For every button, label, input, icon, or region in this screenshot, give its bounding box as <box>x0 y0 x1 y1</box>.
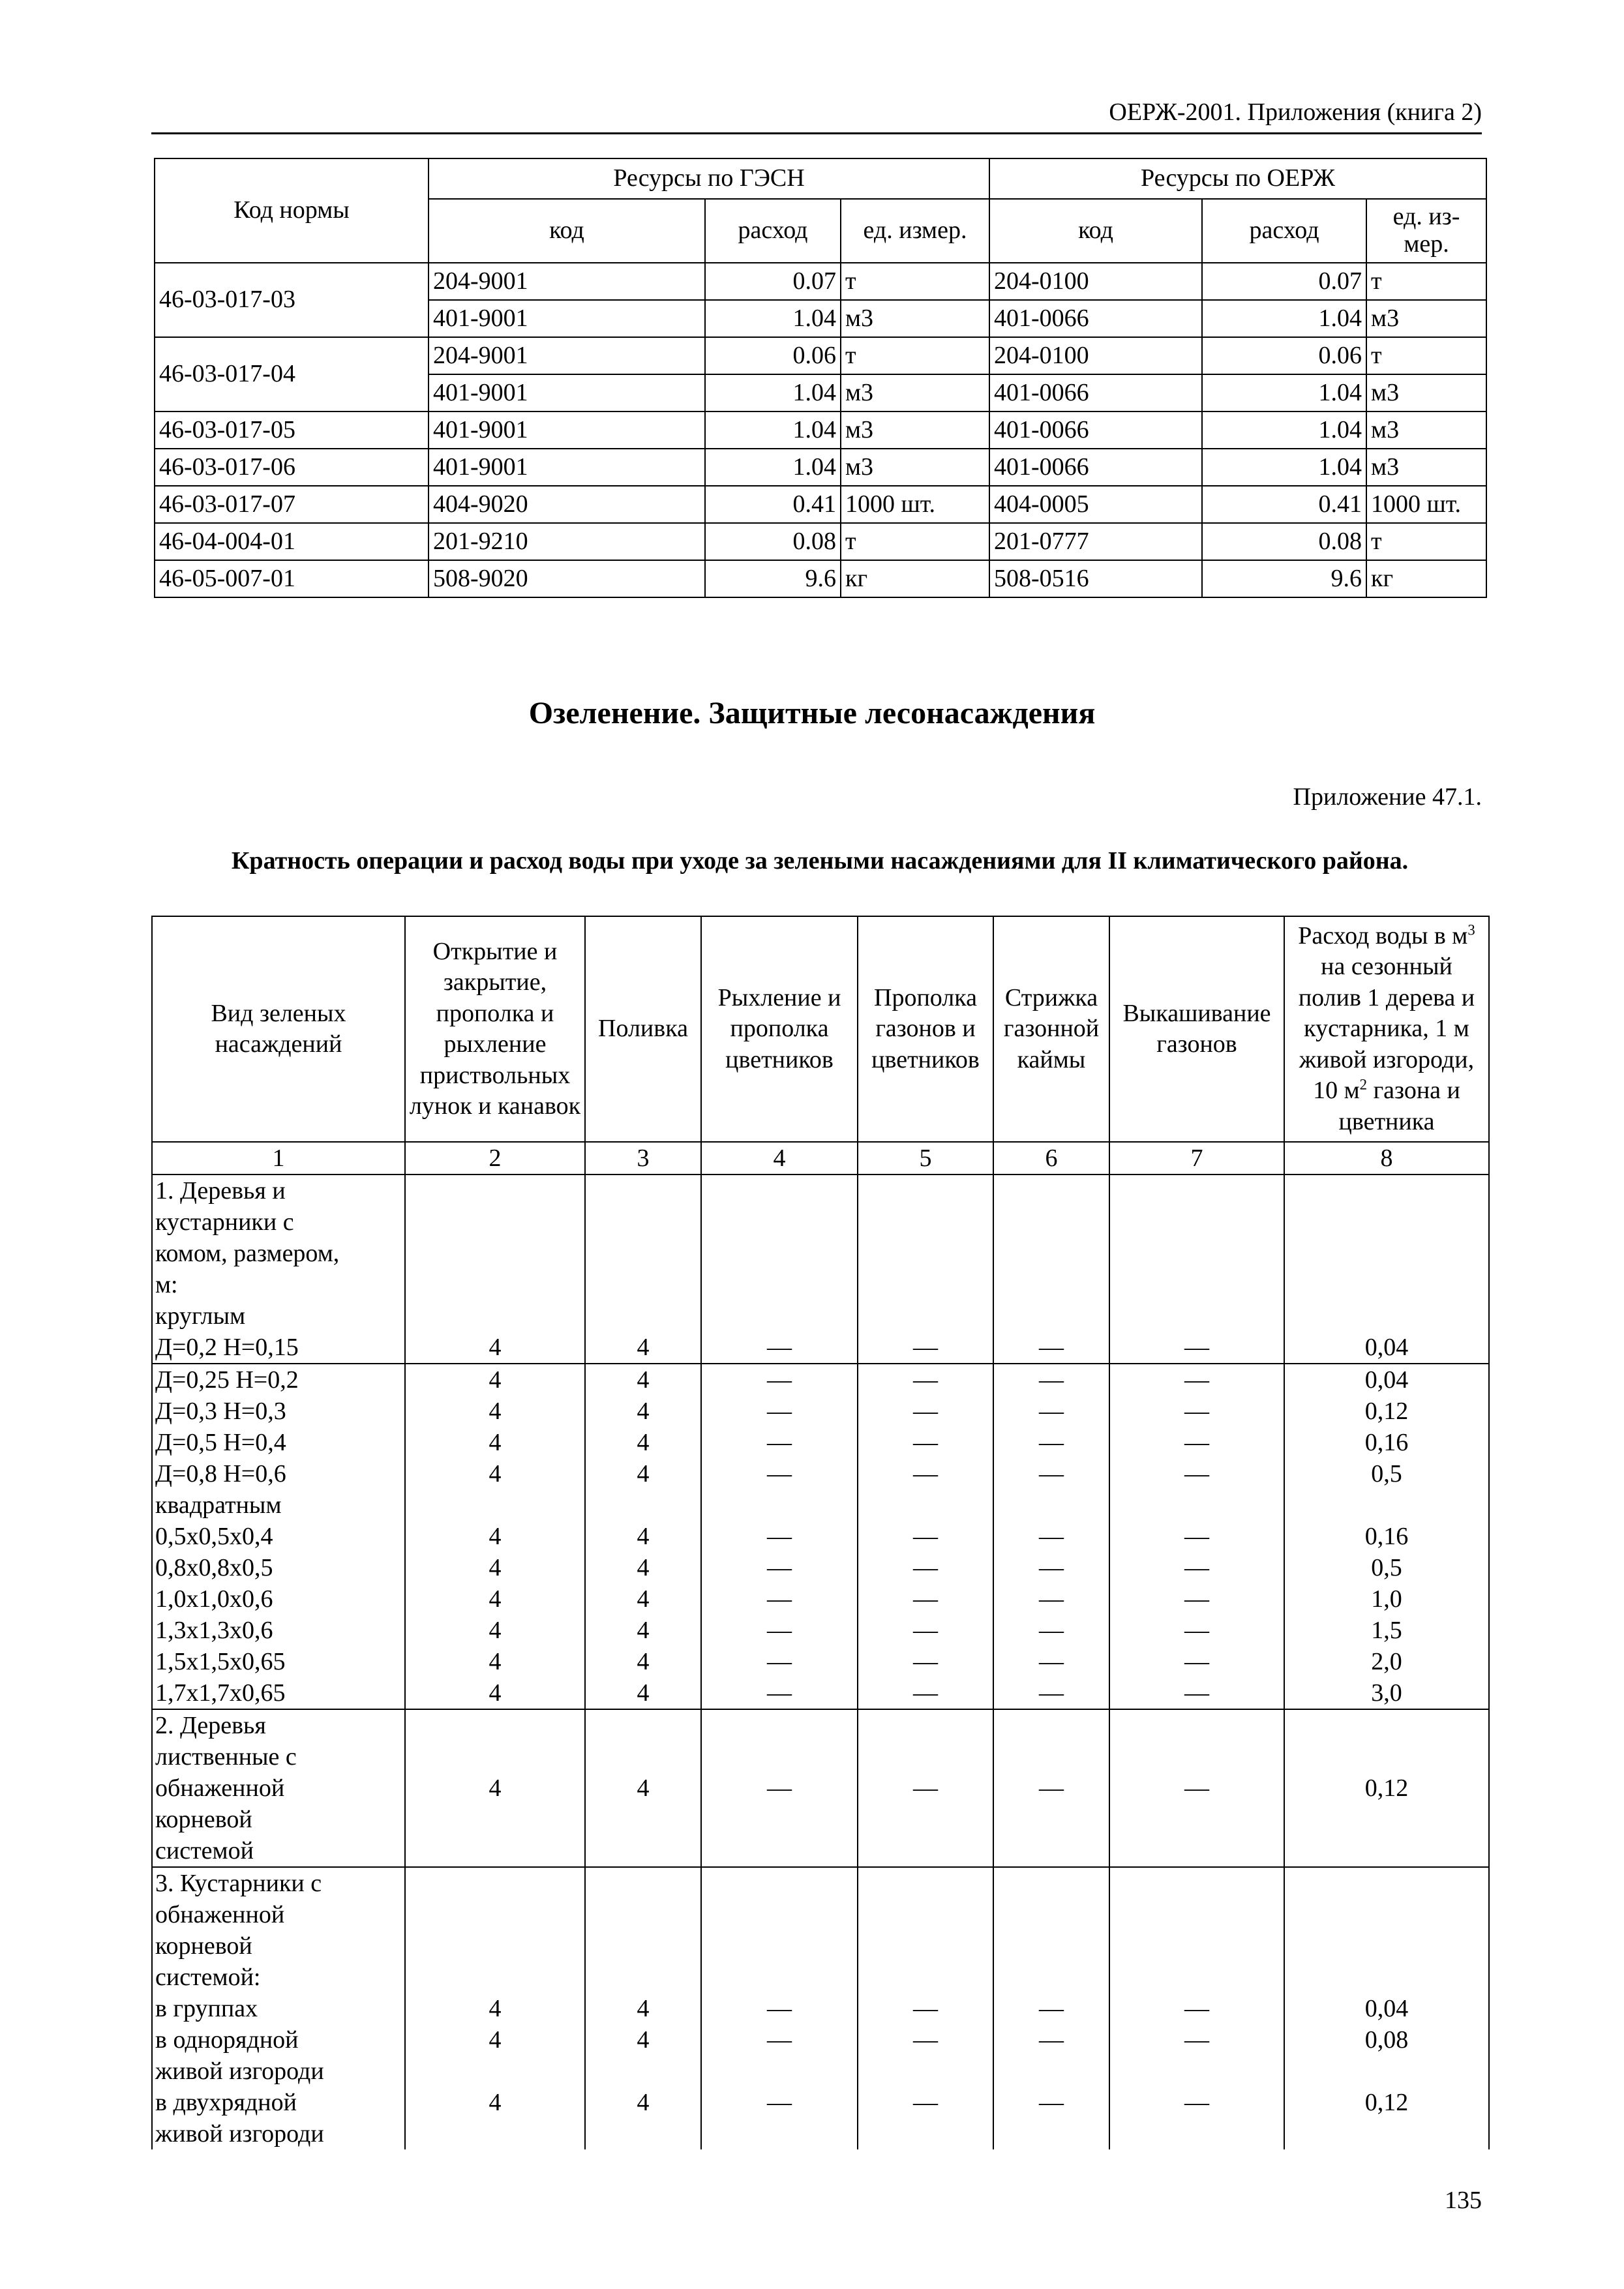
value-cell: — <box>1184 1617 1209 1644</box>
plant-type-line: 1. Деревья и <box>155 1177 286 1204</box>
value-column-6 <box>993 1867 1109 2149</box>
oerzh-rate: 1.04 <box>1202 300 1366 337</box>
value-cell: 4 <box>637 1617 650 1644</box>
value-cell: 4 <box>637 1995 650 2022</box>
oerzh-rate: 1.04 <box>1202 411 1366 449</box>
value-cell: — <box>1184 2026 1209 2054</box>
plant-size-line: Д=0,5 Н=0,4 <box>155 1429 286 1456</box>
plant-size-line: квадратным <box>155 1491 282 1519</box>
value-cell: — <box>1109 1174 1284 1364</box>
plant-type-cell <box>152 1709 405 1867</box>
norm-code: 46-04-004-01 <box>155 523 429 560</box>
gesn-unit: т <box>841 523 989 560</box>
value-cell: — <box>993 1709 1109 1867</box>
value-cell <box>408 1489 582 1521</box>
oerzh-rate: 0.08 <box>1202 523 1366 560</box>
value-cell: — <box>1039 1554 1064 1581</box>
gesn-code: 508-9020 <box>429 560 705 597</box>
oerzh-rate: 0.07 <box>1202 263 1366 300</box>
value-cell <box>1113 1489 1281 1521</box>
value-cell <box>588 1489 698 1521</box>
value-cell: — <box>993 1174 1109 1364</box>
oerzh-rate: 9.6 <box>1202 560 1366 597</box>
value-cell: 4 <box>405 1709 585 1867</box>
plant-size-list <box>152 1364 405 1709</box>
value-cell: 4 <box>489 2026 502 2054</box>
gesn-code: 404-9020 <box>429 486 705 523</box>
value-cell: — <box>701 1174 858 1364</box>
value-cell <box>1287 1489 1486 1521</box>
plant-type-line: комом, размером, <box>155 1240 340 1267</box>
value-cell: — <box>1184 1398 1209 1425</box>
value-column-2 <box>405 1364 585 1709</box>
plant-type-line: обнаженной <box>155 1774 285 1802</box>
value-cell: — <box>1039 2089 1064 2116</box>
value-cell: — <box>1039 1366 1064 1394</box>
table-row <box>155 523 1486 560</box>
plant-type-line: в группах <box>155 1995 258 2022</box>
value-cell: — <box>913 1460 938 1488</box>
value-cell: 4 <box>489 1679 502 1707</box>
value-cell: — <box>1184 1995 1209 2022</box>
value-cell: 4 <box>489 1429 502 1456</box>
header-water-text-a: Расход воды в м <box>1298 921 1468 950</box>
header-flowerbed-loosening: Рыхление и прополка цветников <box>701 916 858 1142</box>
gesn-rate: 0.08 <box>705 523 841 560</box>
value-cell: — <box>913 2089 938 2116</box>
plant-type-line: живой изгороди <box>155 2120 324 2147</box>
value-cell: — <box>913 1585 938 1613</box>
value-cell: — <box>1039 1585 1064 1613</box>
plant-size-line: 1,0х1,0х0,6 <box>155 1585 273 1613</box>
oerzh-code: 201-0777 <box>989 523 1202 560</box>
gesn-code: 204-9001 <box>429 263 705 300</box>
table-row <box>152 1867 1489 2149</box>
gesn-unit: т <box>841 337 989 374</box>
value-cell: 0,16 <box>1364 1429 1409 1456</box>
plant-size-line: 0,8х0,8х0,5 <box>155 1554 273 1581</box>
gesn-code: 401-9001 <box>429 300 705 337</box>
value-cell: 4 <box>637 1460 650 1488</box>
norm-code: 46-03-017-07 <box>155 486 429 523</box>
value-cell: 4 <box>489 1523 502 1550</box>
oerzh-rate: 0.06 <box>1202 337 1366 374</box>
value-cell: 4 <box>489 1398 502 1425</box>
value-column-5 <box>858 1867 993 2149</box>
plant-type-line: системой: <box>155 1964 261 1991</box>
value-cell: — <box>1039 1523 1064 1550</box>
plant-type-line: кустарники с <box>155 1208 294 1236</box>
value-cell: — <box>913 1398 938 1425</box>
gesn-rate: 0.41 <box>705 486 841 523</box>
value-cell <box>861 1489 990 1521</box>
value-cell: — <box>913 1648 938 1675</box>
value-cell: — <box>1184 1648 1209 1675</box>
gesn-rate: 0.06 <box>705 337 841 374</box>
value-cell: — <box>858 1709 993 1867</box>
value-cell: — <box>913 1679 938 1707</box>
oerzh-unit: т <box>1366 263 1486 300</box>
group-oerzh-header: Ресурсы по ОЕРЖ <box>989 158 1486 199</box>
value-cell: — <box>1109 1709 1284 1867</box>
value-cell: 0,08 <box>1364 2026 1409 2054</box>
value-cell: — <box>767 1460 792 1488</box>
value-cell: — <box>767 1585 792 1613</box>
value-cell: — <box>767 2026 792 2054</box>
value-cell: — <box>1039 1648 1064 1675</box>
table-row <box>152 1709 1489 1867</box>
col-number: 7 <box>1109 1142 1284 1174</box>
table-row <box>155 449 1486 486</box>
oerzh-unit: м3 <box>1366 374 1486 411</box>
value-column-2 <box>405 1867 585 2149</box>
value-column-6 <box>993 1364 1109 1709</box>
value-cell: — <box>1039 1679 1064 1707</box>
value-cell: 3,0 <box>1371 1679 1402 1707</box>
oerzh-unit: м3 <box>1366 411 1486 449</box>
value-column-8 <box>1284 1364 1489 1709</box>
value-column-4 <box>701 1867 858 2149</box>
oerzh-unit: т <box>1366 337 1486 374</box>
value-cell: — <box>1184 2089 1209 2116</box>
value-column-7 <box>1109 1867 1284 2149</box>
col-number: 8 <box>1284 1142 1489 1174</box>
table-row <box>155 560 1486 597</box>
plant-type-line: круглым <box>155 1302 246 1330</box>
plant-size-line: 1,7х1,7х0,65 <box>155 1679 286 1707</box>
value-cell: 4 <box>637 1554 650 1581</box>
value-cell: 4 <box>637 1398 650 1425</box>
oerzh-code: 204-0100 <box>989 263 1202 300</box>
value-cell: — <box>1184 1523 1209 1550</box>
oerzh-code: 401-0066 <box>989 411 1202 449</box>
value-cell: 0,04 <box>1364 1366 1409 1394</box>
table-row <box>155 337 1486 374</box>
value-cell: — <box>1184 1585 1209 1613</box>
value-cell: — <box>1184 1460 1209 1488</box>
plant-type-line: системой <box>155 1837 254 1864</box>
header-water-text-c: газона и цветника <box>1338 1077 1460 1135</box>
gesn-code: 401-9001 <box>429 411 705 449</box>
appendix-label: Приложение 47.1. <box>1293 783 1482 811</box>
value-cell: 4 <box>489 1617 502 1644</box>
value-cell: — <box>1039 2026 1064 2054</box>
value-cell <box>704 1489 854 1521</box>
plant-type-line: в однорядной <box>155 2026 299 2054</box>
norm-code: 46-03-017-04 <box>155 337 429 411</box>
oerzh-code: 508-0516 <box>989 560 1202 597</box>
plant-type-cell <box>152 1867 405 2149</box>
group-gesn-header: Ресурсы по ГЭСН <box>429 158 989 199</box>
plant-type-line: корневой <box>155 1806 252 1833</box>
value-column-8 <box>1284 1867 1489 2149</box>
plant-size-line: 1,5х1,5х0,65 <box>155 1648 286 1675</box>
value-cell: — <box>858 1174 993 1364</box>
table-row <box>152 1174 1489 1364</box>
plant-type-line: лиственные с <box>155 1743 297 1771</box>
value-cell: — <box>913 2026 938 2054</box>
resources-table <box>154 158 1487 598</box>
value-cell: 4 <box>637 1679 650 1707</box>
value-cell: 4 <box>637 2089 650 2116</box>
value-cell: 0,04 <box>1364 1995 1409 2022</box>
row-group <box>152 1867 1489 2149</box>
oerzh-unit: кг <box>1366 560 1486 597</box>
value-cell: — <box>913 1429 938 1456</box>
value-cell: — <box>701 1709 858 1867</box>
value-cell: — <box>767 1679 792 1707</box>
plant-type-line: обнаженной <box>155 1901 285 1928</box>
header-water-consumption <box>1284 916 1489 1142</box>
value-cell: 1,5 <box>1371 1617 1402 1644</box>
value-cell: 0,12 <box>1364 2089 1409 2116</box>
section-title: Озеленение. Защитные лесонасаждения <box>528 696 1096 730</box>
value-cell: 0,04 <box>1284 1174 1489 1364</box>
value-column-5 <box>858 1364 993 1709</box>
gesn-code: 201-9210 <box>429 523 705 560</box>
superscript: 3 <box>1467 921 1475 938</box>
plant-type-line: в двухрядной <box>155 2089 297 2116</box>
plant-type-line: 3. Кустарники с <box>155 1870 322 1897</box>
norm-code: 46-03-017-06 <box>155 449 429 486</box>
gesn-rate: 1.04 <box>705 449 841 486</box>
oerzh-rate: 1.04 <box>1202 449 1366 486</box>
value-cell: 4 <box>405 1174 585 1364</box>
value-cell: 4 <box>585 1174 701 1364</box>
col-number: 2 <box>405 1142 585 1174</box>
value-cell: 4 <box>489 2089 502 2116</box>
header-lawn-mowing: Выкашивание газонов <box>1109 916 1284 1142</box>
value-cell: — <box>1184 1366 1209 1394</box>
row-group <box>152 1174 1489 1364</box>
value-cell: — <box>767 1398 792 1425</box>
oerzh-unit: т <box>1366 523 1486 560</box>
norm-code: 46-03-017-03 <box>155 263 429 337</box>
value-cell: — <box>767 1617 792 1644</box>
value-cell: 4 <box>637 1429 650 1456</box>
gesn-rate: 9.6 <box>705 560 841 597</box>
norm-code: 46-03-017-05 <box>155 411 429 449</box>
plant-type-line: 2. Деревья <box>155 1712 266 1739</box>
col-number: 3 <box>585 1142 701 1174</box>
row-group <box>152 1709 1489 1867</box>
table-row <box>155 411 1486 449</box>
value-cell <box>997 1489 1106 1521</box>
oerzh-code: 401-0066 <box>989 374 1202 411</box>
plant-size-line: 0,5х0,5х0,4 <box>155 1523 273 1550</box>
value-cell: — <box>767 1523 792 1550</box>
superscript: 2 <box>1359 1076 1368 1093</box>
plant-size-line: Д=0,8 Н=0,6 <box>155 1460 286 1488</box>
sub-code-header: код <box>429 199 705 263</box>
value-cell: — <box>767 2089 792 2116</box>
gesn-rate: 1.04 <box>705 374 841 411</box>
sub-code2-header: код <box>989 199 1202 263</box>
value-cell: 0,12 <box>1364 1398 1409 1425</box>
gesn-code: 401-9001 <box>429 374 705 411</box>
value-cell: 0,5 <box>1371 1554 1402 1581</box>
value-cell: — <box>913 1554 938 1581</box>
table-row <box>155 263 1486 300</box>
value-cell: — <box>1184 1554 1209 1581</box>
sub-rate2-header: расход <box>1202 199 1366 263</box>
oerzh-code: 204-0100 <box>989 337 1202 374</box>
header-lawn-weeding: Прополка газонов и цветников <box>858 916 993 1142</box>
oerzh-unit: м3 <box>1366 300 1486 337</box>
value-cell: 4 <box>637 1648 650 1675</box>
value-cell: — <box>1039 1617 1064 1644</box>
row-group <box>152 1364 1489 1709</box>
value-cell: — <box>767 1429 792 1456</box>
value-cell: 4 <box>585 1709 701 1867</box>
table-row <box>152 1364 1489 1709</box>
oerzh-code: 404-0005 <box>989 486 1202 523</box>
plant-size-line: Д=0,3 Н=0,3 <box>155 1398 286 1425</box>
value-cell: — <box>1039 1460 1064 1488</box>
header-pit-care: Открытие и закрытие, прополка и рыхление приствольных лунок и канавок <box>405 916 585 1142</box>
header-plant-type: Вид зеленых насаждений <box>152 916 405 1142</box>
value-cell: 4 <box>637 2026 650 2054</box>
value-cell: — <box>767 1995 792 2022</box>
care-operations-table <box>151 916 1490 2149</box>
oerzh-code: 401-0066 <box>989 300 1202 337</box>
sub-unit-header: ед. измер. <box>841 199 989 263</box>
value-cell: 4 <box>637 1366 650 1394</box>
gesn-unit: кг <box>841 560 989 597</box>
table-row <box>155 486 1486 523</box>
col-number: 6 <box>993 1142 1109 1174</box>
table-title: Кратность операции и расход воды при уходе за зелеными насаждениями для II климатического района. <box>231 847 1409 875</box>
value-cell: 2,0 <box>1371 1648 1402 1675</box>
gesn-code: 204-9001 <box>429 337 705 374</box>
value-column-4 <box>701 1364 858 1709</box>
plant-type-cell <box>152 1174 405 1364</box>
value-cell: — <box>1184 1679 1209 1707</box>
gesn-rate: 1.04 <box>705 300 841 337</box>
col-norm-code-header: Код нормы <box>155 158 429 263</box>
gesn-unit: т <box>841 263 989 300</box>
oerzh-code: 401-0066 <box>989 449 1202 486</box>
value-cell: — <box>767 1366 792 1394</box>
value-cell: — <box>913 1366 938 1394</box>
value-cell: 4 <box>489 1366 502 1394</box>
oerzh-rate: 1.04 <box>1202 374 1366 411</box>
oerzh-unit: 1000 шт. <box>1366 486 1486 523</box>
value-cell: 4 <box>637 1523 650 1550</box>
value-cell: 0,12 <box>1284 1709 1489 1867</box>
value-cell: — <box>767 1648 792 1675</box>
value-cell: — <box>1039 1995 1064 2022</box>
value-column-7 <box>1109 1364 1284 1709</box>
value-column-3 <box>585 1364 701 1709</box>
running-header: ОЕРЖ-2001. Приложения (книга 2) <box>1109 98 1482 126</box>
value-cell: 4 <box>489 1648 502 1675</box>
value-cell: — <box>1184 1429 1209 1456</box>
oerzh-unit: м3 <box>1366 449 1486 486</box>
sub-rate-header: расход <box>705 199 841 263</box>
value-cell: 4 <box>637 1585 650 1613</box>
plant-type-line: м: <box>155 1271 178 1298</box>
value-cell: 0,16 <box>1364 1523 1409 1550</box>
gesn-rate: 0.07 <box>705 263 841 300</box>
value-cell: — <box>913 1523 938 1550</box>
plant-type-line: Д=0,2 Н=0,15 <box>155 1334 299 1361</box>
col-number: 1 <box>152 1142 405 1174</box>
value-cell: 4 <box>489 1585 502 1613</box>
value-cell: 1,0 <box>1371 1585 1402 1613</box>
header-watering: Поливка <box>585 916 701 1142</box>
header-rule <box>151 132 1482 134</box>
page-number: 135 <box>1445 2187 1482 2214</box>
value-cell: — <box>767 1554 792 1581</box>
gesn-unit: 1000 шт. <box>841 486 989 523</box>
value-column-3 <box>585 1867 701 2149</box>
value-cell: 4 <box>489 1554 502 1581</box>
value-cell: — <box>913 1995 938 2022</box>
value-cell: — <box>1039 1398 1064 1425</box>
norm-code: 46-05-007-01 <box>155 560 429 597</box>
gesn-rate: 1.04 <box>705 411 841 449</box>
value-cell: 0,5 <box>1371 1460 1402 1488</box>
gesn-unit: м3 <box>841 300 989 337</box>
gesn-unit: м3 <box>841 411 989 449</box>
value-cell: — <box>1039 1429 1064 1456</box>
gesn-code: 401-9001 <box>429 449 705 486</box>
plant-type-line: живой изгороди <box>155 2057 324 2085</box>
plant-type-line: корневой <box>155 1932 252 1960</box>
value-cell: 4 <box>489 1995 502 2022</box>
plant-size-line: 1,3х1,3х0,6 <box>155 1617 273 1644</box>
gesn-unit: м3 <box>841 374 989 411</box>
sub-unit2-header: ед. из-мер. <box>1366 199 1486 263</box>
value-cell: — <box>913 1617 938 1644</box>
header-edge-trimming: Стрижка газонной каймы <box>993 916 1109 1142</box>
value-cell: 4 <box>489 1460 502 1488</box>
col-number: 5 <box>858 1142 993 1174</box>
plant-size-line: Д=0,25 Н=0,2 <box>155 1366 299 1394</box>
gesn-unit: м3 <box>841 449 989 486</box>
oerzh-rate: 0.41 <box>1202 486 1366 523</box>
col-number: 4 <box>701 1142 858 1174</box>
header-water-text-b: на сезонный полив 1 дерева и кустарника, 1 м живой изгороди, 10 м <box>1298 953 1475 1105</box>
